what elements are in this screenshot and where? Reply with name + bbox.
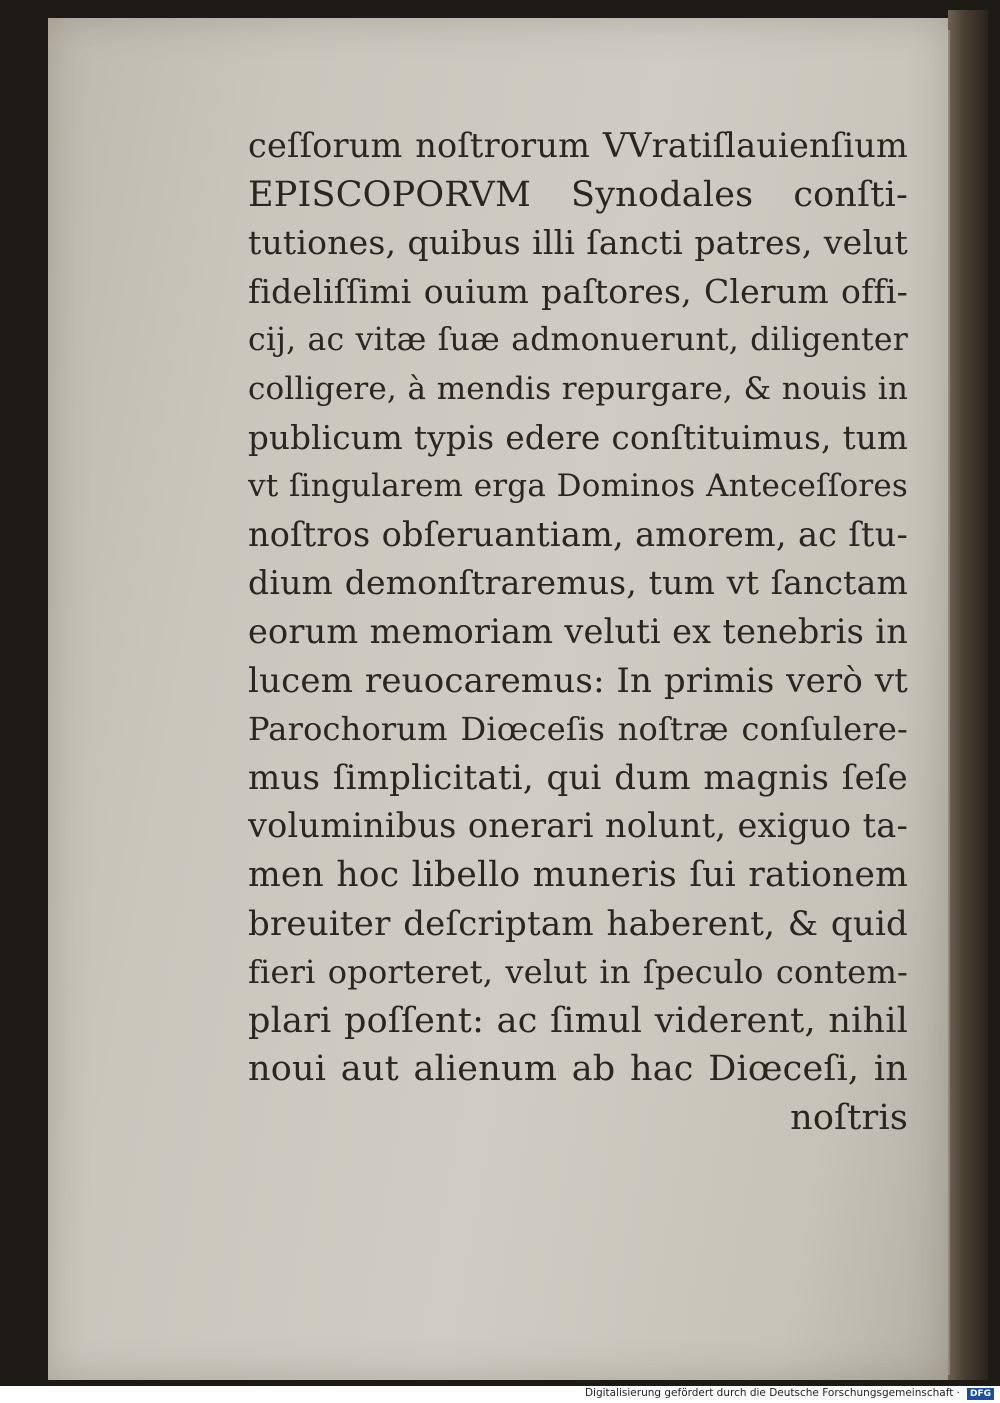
text-line: fideliſſimi ouium paſtores, Clerum offi- — [248, 271, 908, 311]
text-line: Parochorum Diœceſis noſtræ conſulere- — [248, 710, 908, 749]
page-text — [248, 122, 908, 1142]
text-line: voluminibus onerari nolunt, exiguo ta- — [248, 806, 908, 846]
text-line: vt ſingularem erga Dominos Anteceſſores — [248, 468, 908, 505]
digitization-footer — [0, 1386, 1000, 1403]
text-line: noſtros obſeruantiam, amorem, ac ſtu- — [248, 514, 908, 554]
text-line: mus ſimplicitati, qui dum magnis ſeſe — [248, 757, 908, 798]
text-line: eorum memoriam veluti ex tenebris in — [248, 611, 908, 651]
dfg-logo-icon: DFG — [967, 1388, 994, 1400]
text-line: colligere, à mendis repurgare, & nouis in — [248, 370, 908, 407]
text-line: lucem reuocaremus: In primis verò vt — [248, 660, 908, 701]
text-line: men hoc libello muneris ſui rationem — [248, 854, 908, 895]
text-line: plari poſſent: ac ſimul viderent, nihil — [248, 1000, 908, 1041]
catchword: noſtris — [790, 1097, 908, 1138]
text-line: publicum typis edere conſtituimus, tum — [248, 418, 908, 457]
text-line: noui aut alienum ab hac Diœceſi, in — [248, 1049, 908, 1090]
funding-credit: Digitalisierung gefördert durch die Deutsche Forschungsgemeinschaft · — [584, 1387, 960, 1399]
text-line: breuiter deſcriptam haberent, & quid — [248, 903, 908, 944]
book-edge — [948, 10, 988, 1380]
text-line: fieri oporteret, velut in ſpeculo contem- — [248, 953, 908, 992]
text-line: dium demonſtraremus, tum vt ſanctam — [248, 563, 908, 603]
text-line: ceſſorum noſtrorum VVratiſlauienſium — [248, 126, 908, 165]
text-line: cij, ac vitæ ſuæ admonuerunt, diligenter — [248, 322, 908, 359]
text-line: tutiones, quibus illi ſancti patres, velut — [248, 223, 908, 263]
text-line: EPISCOPORVM Synodales conſti- — [248, 174, 908, 215]
